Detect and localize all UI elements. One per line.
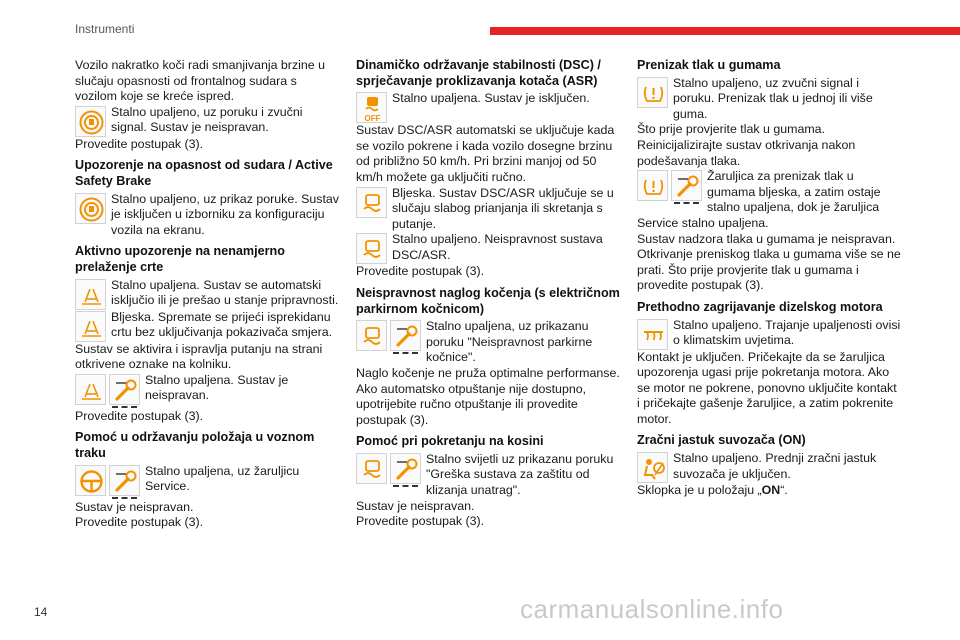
dsc-icon xyxy=(356,320,387,351)
warning-block xyxy=(75,464,340,500)
block-text: Stalno upaljena, uz žaruljicu Service. xyxy=(145,463,300,494)
collision-alert-icon xyxy=(75,106,106,137)
collision-alert-icon xyxy=(75,193,106,224)
block-text: Bljeska. Spremate se prijeći isprekidanu crtu bez uključivanja pokazivača smjera. xyxy=(111,309,333,340)
dsc-off-icon xyxy=(356,92,387,123)
block-text: Stalno upaljena. Sustav je isključen. xyxy=(392,91,590,106)
block-text: Stalno upaljena, uz prikazanu poruku "Neispravnost parkirne kočnice". xyxy=(426,319,593,365)
section-heading: Zračni jastuk suvozača (ON) xyxy=(637,433,806,448)
dsc-off-label: OFF xyxy=(364,114,381,124)
service-wrench-icon xyxy=(390,453,421,484)
dsc-icon xyxy=(356,453,387,484)
service-wrench-icon xyxy=(109,465,140,496)
block-text: Žaruljica za prenizak tlak u gumama bljeska, a zatim ostaje stalno upaljena, dok je žaruljica Service stalno upaljena. xyxy=(637,169,881,230)
service-wrench-icon xyxy=(671,170,702,201)
paragraph: Sustav se aktivira i ispravlja putanju na strani otkrivene oznake na kolniku. xyxy=(75,341,323,372)
block-text: Stalno upaljeno. Trajanje upaljenosti ovisi o klimatskim uvjetima. xyxy=(673,317,901,348)
warning-block xyxy=(356,186,621,233)
block-text: Stalno upaljeno. Prednji zračni jastuk suvozača je uključen. xyxy=(673,451,877,481)
text-span: Sklopka je u položaju „ xyxy=(637,483,762,498)
block-text: Stalno upaljeno. Neispravnost sustava DSC/ASR. xyxy=(392,232,603,262)
block-text: Stalno upaljena. Sustav je neispravan. xyxy=(145,372,289,403)
lane-departure-icon xyxy=(75,374,106,405)
warning-block xyxy=(356,232,621,264)
lane-departure-icon xyxy=(75,279,106,310)
service-wrench-icon xyxy=(109,374,140,405)
warning-block xyxy=(356,452,621,499)
tyre-pressure-icon xyxy=(637,77,668,108)
watermark: carmanualsonline.info xyxy=(520,594,784,624)
page-header-title: Instrumenti xyxy=(75,22,135,36)
paragraph: Što prije provjerite tlak u gumama. Reinicijalizirajte sustav otkrivanja nakon podešavanja tlaka. xyxy=(637,122,856,168)
warning-block xyxy=(75,310,340,342)
text-span: “. xyxy=(780,483,788,498)
paragraph: Provedite postupak (3). xyxy=(75,136,204,151)
page-number: 14 xyxy=(34,605,48,619)
lane-departure-icon xyxy=(75,311,106,342)
paragraph: Sustav je neispravan. xyxy=(356,498,475,513)
warning-block xyxy=(75,192,340,239)
paragraph: Provedite postupak (3). xyxy=(75,515,204,530)
section-heading: Upozorenje na opasnost od sudara / Active Safety Brake xyxy=(75,158,333,188)
tyre-pressure-icon xyxy=(637,170,668,201)
warning-block xyxy=(75,373,340,409)
warning-block xyxy=(637,318,902,350)
column-2 xyxy=(356,58,621,530)
section-heading: Aktivno upozorenje na nenamjerno prelaženje crte xyxy=(75,244,285,274)
paragraph: Naglo kočenje ne pruža optimalne performanse. Ako automatsko otpuštanje nije dostupno, upotrijebite ručno otpuštanje ili provedite postupak (3). xyxy=(356,365,620,427)
warning-block xyxy=(637,169,902,231)
paragraph: Provedite postupak (3). xyxy=(75,408,204,423)
paragraph: Kontakt je uključen. Pričekajte da se žaruljica upozorenja ugasi prije pokretanja motora. Ako se motor ne pokrene, ponovno uključite kontakt i pričekajte gašenje žaruljice, a zatim pokrenite motor. xyxy=(637,349,897,426)
paragraph: Provedite postupak (3). xyxy=(356,264,485,279)
paragraph: Sustav nadzora tlaka u gumama je neispravan. Otkrivanje preniskog tlaka u gumama više se ne prati. Što prije provjerite tlak u gumama i provedite postupak (3). xyxy=(637,231,901,293)
section-heading: Pomoć u održavanju položaja u voznom traku xyxy=(75,430,315,460)
block-text: Stalno upaljeno, uz poruku i zvučni signal. Sustav je neispravan. xyxy=(111,104,303,135)
dsc-icon xyxy=(356,187,387,218)
warning-block xyxy=(356,319,621,366)
paragraph: Vozilo nakratko koči radi smanjivanja brzine u slučaju opasnosti od frontalnog sudara s vozilom koje se kreće ispred. xyxy=(75,58,326,104)
column-1 xyxy=(75,58,340,531)
block-text: Stalno upaljeno, uz zvučni signal i poruku. Prenizak tlak u jednoj ili više guma. xyxy=(673,75,873,121)
paragraph: Sustav DSC/ASR automatski se uključuje kada se vozilo pokrene i kada vozilo dosegne brzinu od približno 50 km/h. Pri brzini manjoj od 50 km/h možete ga uključiti ručno. xyxy=(356,123,615,184)
paragraph: Sustav je neispravan. xyxy=(75,499,194,514)
passenger-airbag-icon xyxy=(637,452,668,483)
block-text: Stalno svijetli uz prikazanu poruku "Greška sustava za zaštitu od klizanja unatrag". xyxy=(426,451,614,498)
warning-block xyxy=(637,451,902,483)
service-wrench-icon xyxy=(390,320,421,351)
steering-wheel-icon xyxy=(75,465,106,496)
warning-block xyxy=(356,91,621,123)
warning-block xyxy=(637,76,902,123)
section-heading: Dinamičko održavanje stabilnosti (DSC) / sprječavanje proklizavanja kotača (ASR) xyxy=(356,58,601,88)
block-text: Stalno upaljena. Sustav se automatski isključio ili je prešao u stanje pripravnosti. xyxy=(111,277,339,308)
block-text: Bljeska. Sustav DSC/ASR uključuje se u slučaju slabog prianjanja ili skretanja s putanje. xyxy=(392,185,614,231)
dsc-icon xyxy=(356,233,387,264)
paragraph xyxy=(637,483,902,499)
warning-block xyxy=(75,105,340,137)
header-accent-bar xyxy=(490,27,960,35)
paragraph: Provedite postupak (3). xyxy=(356,514,485,529)
section-heading: Prethodno zagrijavanje dizelskog motora xyxy=(637,299,883,314)
column-3 xyxy=(637,58,902,499)
block-text: Stalno upaljeno, uz prikaz poruke. Sustav je isključen u izborniku za konfiguraciju vozila na ekranu. xyxy=(111,191,339,237)
section-heading: Pomoć pri pokretanju na kosini xyxy=(356,434,544,449)
glow-plug-icon xyxy=(637,319,668,350)
warning-block xyxy=(75,278,340,310)
on-label: ON xyxy=(761,483,781,498)
section-heading: Neispravnost naglog kočenja (s električnom parkirnom kočnicom) xyxy=(356,285,620,316)
section-heading: Prenizak tlak u gumama xyxy=(637,58,781,72)
